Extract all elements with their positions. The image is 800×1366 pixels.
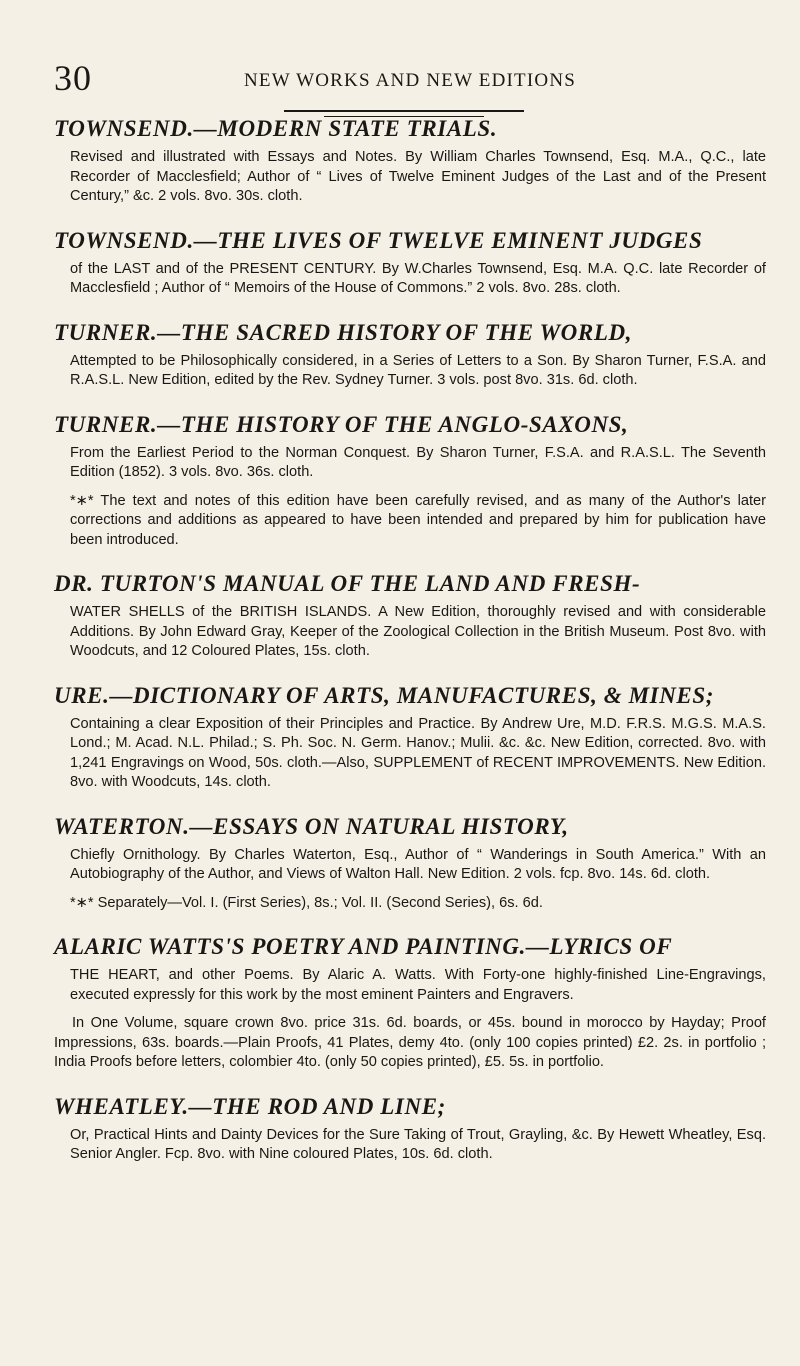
entry-title: DR. TURTON'S MANUAL OF THE LAND AND FRESH-: [54, 571, 641, 596]
entry-turner-anglo-saxons: [54, 412, 766, 551]
entry-title: TOWNSEND.—MODERN STATE TRIALS.: [54, 116, 498, 141]
entry-watts-lyrics: [54, 934, 766, 1073]
entry-description: Revised and illustrated with Essays and Notes. By William Charles Townsend, Esq. M.A., Q.C., late Recorder of Macclesfield; Author of “ Lives of Twelve Eminent Judges of the Last and of the Present Century,” &c. 2 vols. 8vo. 30s. cloth.: [70, 149, 766, 204]
entry-title: ALARIC WATTS'S POETRY AND PAINTING.—LYRICS OF: [54, 934, 673, 959]
entry-description: Chiefly Ornithology. By Charles Waterton, Esq., Author of “ Wanderings in South America.” With an Autobiography of the Author, and Views of Walton Hall. New Edition. 2 vols. fcp. 8vo. 14s. 6d. cloth.: [70, 846, 766, 882]
entry-title: URE.—DICTIONARY OF ARTS, MANUFACTURES, & MINES;: [54, 682, 715, 708]
entry-title: TURNER.—THE SACRED HISTORY OF THE WORLD,: [54, 319, 633, 345]
entry-description: of the LAST and of the PRESENT CENTURY. By W.Charles Townsend, Esq. M.A. Q.C. late Recorder of Macclesfield ; Author of “ Memoirs of the House of Commons.” 2 vols. 8vo. 28s. cloth.: [70, 260, 766, 296]
entry-townsend-state-trials: [54, 116, 766, 207]
entry-description: Or, Practical Hints and Dainty Devices for the Sure Taking of Trout, Grayling, &c. By Hewett Wheatley, Esq. Senior Angler. Fcp. 8vo. with Nine coloured Plates, 10s. 6d. cloth.: [70, 1126, 766, 1162]
entry-title: TOWNSEND.—THE LIVES OF TWELVE EMINENT JUDGES: [54, 227, 703, 253]
catalogue-entries: [54, 116, 766, 1186]
entry-title: WHEATLEY.—THE ROD AND LINE;: [54, 1093, 446, 1119]
entry-description: THE HEART, and other Poems. By Alaric A. Watts. With Forty-one highly-finished Line-Engravings, executed expressly for this work by the most eminent Painters and Engravers.: [70, 967, 766, 1003]
entry-turton-manual: [54, 571, 766, 662]
page-number: 30: [54, 58, 92, 98]
entry-pricing: In One Volume, square crown 8vo. price 31s. 6d. boards, or 45s. bound in morocco by Hayday; Proof Impressions, 63s. boards.—Plain Proofs, 41 Plates, demy 4to. (only 100 copies printed) £2. 2s. in portfolio ; India Proofs before letters, colombier 4to. (only 50 copies printed), £5. 5s. in portfolio.: [54, 1015, 766, 1070]
entry-ure-dictionary: [54, 683, 766, 793]
header-rule-thick: [284, 110, 524, 112]
page-header: [54, 60, 766, 100]
entry-waterton-essays: [54, 814, 766, 914]
entry-title: TURNER.—THE HISTORY OF THE ANGLO-SAXONS,: [54, 411, 629, 437]
entry-turner-sacred-history: [54, 320, 766, 391]
book-page: [54, 0, 766, 1366]
running-head: NEW WORKS AND NEW EDITIONS: [243, 70, 577, 91]
entry-wheatley-rod-and-line: [54, 1094, 766, 1165]
entry-note: *∗* Separately—Vol. I. (First Series), 8s.; Vol. II. (Second Series), 6s. 6d.: [70, 894, 543, 911]
entry-title: WATERTON.—ESSAYS ON NATURAL HISTORY,: [54, 813, 569, 839]
entry-description: WATER SHELLS of the BRITISH ISLANDS. A New Edition, thoroughly revised and with considerable Additions. By John Edward Gray, Keeper of the Zoological Collection in the British Museum. Post 8vo. with Woodcuts, and 12 Coloured Plates, 15s. cloth.: [70, 604, 766, 659]
entry-note: *∗* The text and notes of this edition have been carefully revised, and as many of the Author's later corrections and additions as appeared to have been intended and prepared by him for publication have been introduced.: [70, 492, 766, 548]
entry-description: Containing a clear Exposition of their Principles and Practice. By Andrew Ure, M.D. F.R.S. M.G.S. M.A.S. Lond.; M. Acad. N.L. Philad.; S. Ph. Soc. N. Germ. Hanov.; Mulii. &c. &c. New Edition, corrected. 8vo. with 1,241 Engravings on Wood, 50s. cloth.—Also, SUPPLEMENT of RECENT IMPROVEMENTS. New Edition. 8vo. with Woodcuts, 14s. cloth.: [70, 715, 766, 790]
entry-description: Attempted to be Philosophically considered, in a Series of Letters to a Son. By Sharon Turner, F.S.A. and R.A.S.L. New Edition, edited by the Rev. Sydney Turner. 3 vols. post 8vo. 31s. 6d. cloth.: [70, 352, 766, 388]
entry-townsend-judges: [54, 228, 766, 299]
entry-description: From the Earliest Period to the Norman Conquest. By Sharon Turner, F.S.A. and R.A.S.L. The Seventh Edition (1852). 3 vols. 8vo. 36s. cloth.: [70, 444, 766, 480]
